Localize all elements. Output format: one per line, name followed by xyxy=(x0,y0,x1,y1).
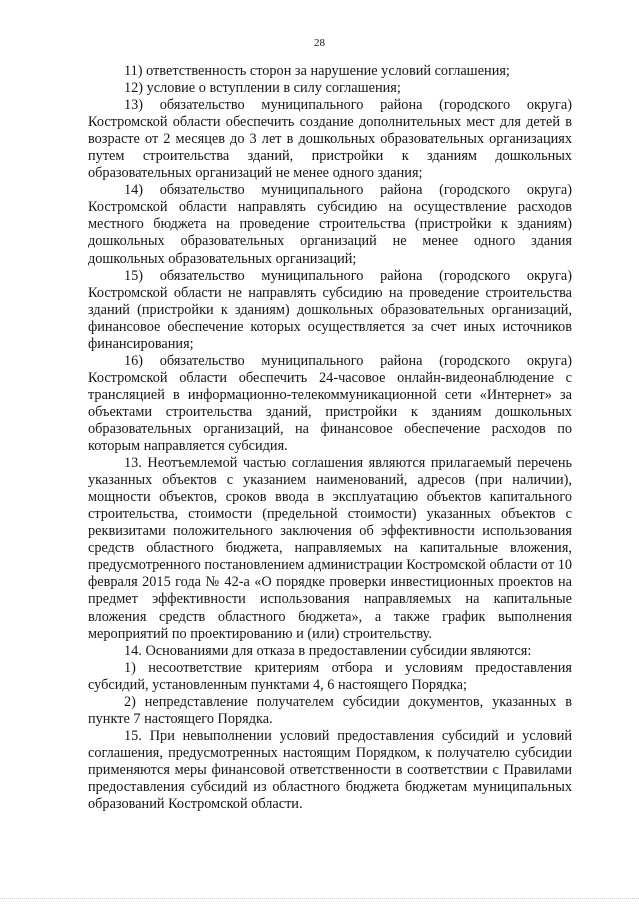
paragraph-item-12: 12) условие о вступлении в силу соглашения; xyxy=(124,80,401,97)
page-bottom-edge xyxy=(0,898,639,899)
paragraph-refusal-reason-2: 2) непредставление получателем субсидии документов, указанных в пункте 7 настоящего Порядка. xyxy=(88,693,572,727)
paragraph-item-11: 11) ответственность сторон за нарушение условий соглашения; xyxy=(124,63,510,79)
paragraph-item-14: 14) обязательство муниципального района (городского округа) Костромской области направлять субсидию на осуществление расходов местного бюджета на проведение строительства (пристройки к зданиям) дошкольных образовательных организаций не менее одного здания дошкольных образовательных организаций; xyxy=(88,182,572,267)
paragraph-section-15: 15. При невыполнении условий предоставления субсидий и условий соглашения, предусмотренных настоящим Порядком, к получателю субсидии применяются меры финансовой ответственности в соответствии с Правилами предоставления субсидий из областного бюджета бюджетам муниципальных образований Костромской области. xyxy=(88,727,572,813)
page-number: 28 xyxy=(314,37,325,49)
paragraph-refusal-reason-1: 1) несоответствие критериям отбора и условиям предоставления субсидий, установленным пунктами 4, 6 настоящего Порядка; xyxy=(88,659,572,693)
paragraph-item-15: 15) обязательство муниципального района (городского округа) Костромской области не направлять субсидию на проведение строительства зданий (пристройки к зданиям) дошкольных образовательных организаций, финансовое обеспечение которых осуществляется за счет иных источников финансирования; xyxy=(88,267,572,352)
paragraph-item-13: 13) обязательство муниципального района (городского округа) Костромской области обеспечить создание дополнительных мест для детей в возрасте от 2 месяцев до 3 лет в дошкольных образовательных организациях путем строительства зданий, пристройки к зданиям дошкольных образовательных организаций не менее одного здания; xyxy=(88,97,572,182)
paragraph-item-16: 16) обязательство муниципального района (городского округа) Костромской области обеспечить 24-часовое онлайн-видеонаблюдение с трансляцией в информационно-телекоммуникационной сети «Интернет» за объектами строительства зданий, пристройки к зданиям дошкольных образовательных организаций, на финансовое обеспечение расходов по которым направляется субсидия. xyxy=(88,352,572,455)
paragraph-section-14: 14. Основаниями для отказа в предоставлении субсидии являются: xyxy=(124,642,532,659)
paragraph-section-13: 13. Неотъемлемой частью соглашения являются прилагаемый перечень указанных объектов с указанием наименований, адресов (при наличии), мощности объектов, сроков ввода в эксплуатацию объектов капитального строительства, стоимости (предельной стоимости) указанных объектов с реквизитами положительного заключения об эффективности использования средств областного бюджета, направляемых на капитальные вложения, предусмотренного постановлением администрации Костромской области от 10 февраля 2015 года № 42-а «О порядке проверки инвестиционных проектов на предмет эффективности использования направляемых на капитальные вложения средств областного бюджета», а также график выполнения мероприятий по проектированию и (или) строительству. xyxy=(88,455,572,642)
document-body xyxy=(88,63,572,813)
